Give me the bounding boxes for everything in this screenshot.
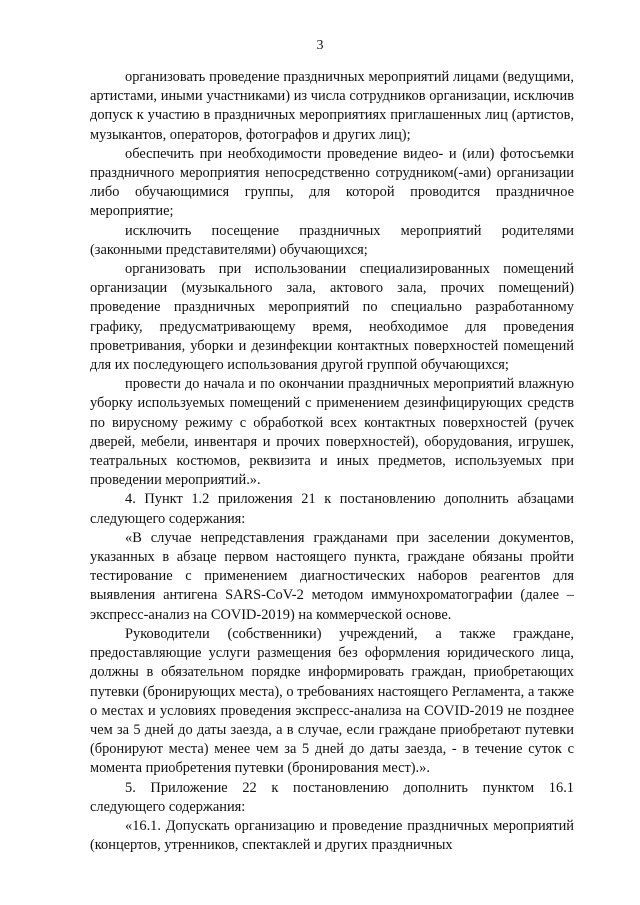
paragraph: исключить посещение праздничных мероприятий родителями (законными представителями) обучающихся;: [90, 222, 574, 258]
paragraph: обеспечить при необходимости проведение видео- и (или) фотосъемки праздничного мероприятия непосредственно сотрудником(-ами) организации либо обучающимися группы, для которой проводится праздничное мероприятие;: [90, 145, 574, 220]
paragraph: «В случае непредставления гражданами при заселении документов, указанных в абзаце первом настоящего пункта, граждане обязаны пройти тестирование с применением диагностических наборов реагентов для выявления антигена SARS-CoV-2 методом иммунохроматографии (далее – экспресс-анализ на COVID-2019) на коммерческой основе.: [90, 529, 574, 623]
paragraph: провести до начала и по окончании праздничных мероприятий влажную уборку используемых помещений с применением дезинфицирующих средств по вирусному режиму с обработкой всех контактных поверхностей (ручек дверей, мебели, инвентаря и прочих поверхностей), оборудования, игрушек, театральных костюмов, реквизита и иных предметов, используемых при проведении мероприятий.».: [90, 376, 574, 489]
paragraph: Руководители (собственники) учреждений, а также граждане, предоставляющие услуги размещения без оформления юридического лица, должны в обязательном порядке информировать граждан, приобретающих путевки (бронирующих места), о требованиях настоящего Регламента, а также о местах и условиях проведения экспресс-анализа на COVID-2019 не позднее чем за 5 дней до даты заезда, а в случае, если граждане приобретают путевки (бронируют места) менее чем за 5 дней до даты заезда, - в течение суток с момента приобретения путевки (бронирования мест).».: [90, 625, 574, 777]
paragraph: организовать проведение праздничных мероприятий лицами (ведущими, артистами, иными участниками) из числа сотрудников организации, исключив допуск к участию в праздничных мероприятиях приглашенных лиц (артистов, музыкантов, операторов, фотографов и других лиц);: [90, 69, 574, 143]
paragraph: 5. Приложение 22 к постановлению дополнить пунктом 16.1 следующего содержания:: [90, 779, 574, 815]
paragraph: 4. Пункт 1.2 приложения 21 к постановлению дополнить абзацами следующего содержания:: [90, 491, 574, 527]
paragraph: организовать при использовании специализированных помещений организации (музыкального зала, актового зала, прочих помещений) проведение праздничных мероприятий по специально разработанному графику, предусматривающему время, необходимое для проведения проветривания, уборки и дезинфекции контактных поверхностей помещений для их последующего использования другой группой обучающихся;: [90, 261, 574, 374]
document-body: [90, 68, 574, 855]
page-number: 3: [316, 38, 324, 53]
paragraph: «16.1. Допускать организацию и проведение праздничных мероприятий (концертов, утренников, спектаклей и других праздничных: [90, 817, 574, 854]
